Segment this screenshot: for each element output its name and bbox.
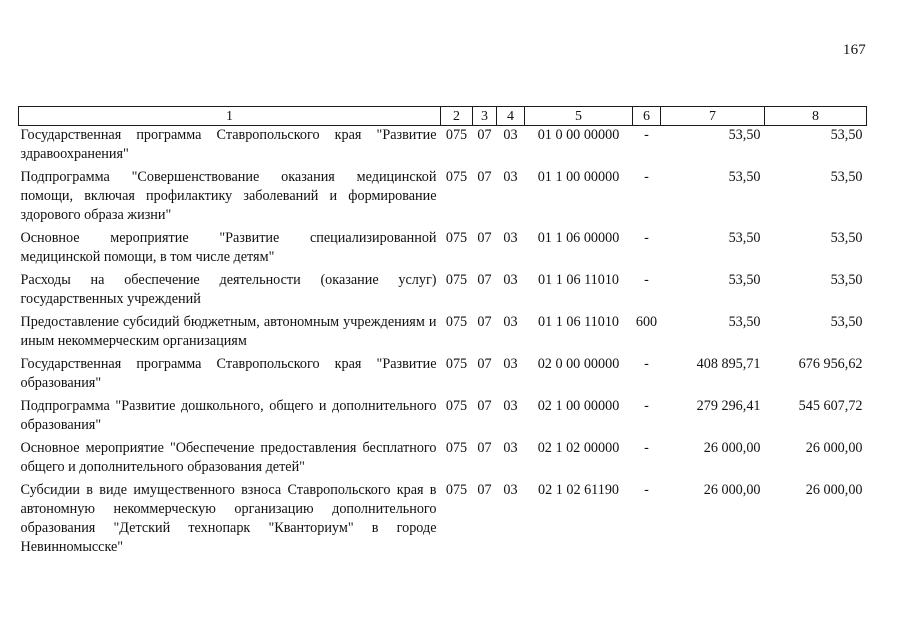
row-subsection-code: 03 (503, 127, 518, 143)
row-subsection-code: 03 (503, 482, 518, 498)
row-name: Основное мероприятие "Развитие специализированной медицинской помощи, в том числе детям" (20, 230, 437, 265)
row-target-article: 02 0 00 00000 (537, 356, 620, 372)
row-amount-year-2: 26 000,00 (805, 440, 863, 456)
row-expense-type: - (644, 356, 649, 372)
row-amount-year-1: 26 000,00 (703, 482, 761, 498)
row-expense-type: 600 (635, 314, 658, 330)
row-amount-year-2: 53,50 (830, 127, 863, 143)
row-name: Государственная программа Ставропольского края "Развитие здравоохранения" (20, 127, 437, 162)
header-col-1: 1 (19, 107, 441, 126)
row-amount-year-1: 279 296,41 (696, 398, 761, 414)
row-subsection-code: 03 (503, 230, 518, 246)
header-col-6: 6 (633, 107, 661, 126)
row-target-article: 01 1 06 11010 (537, 314, 620, 330)
row-target-article: 01 0 00 00000 (537, 127, 620, 143)
row-section-code: 07 (477, 314, 492, 330)
row-ministry-code: 075 (445, 398, 468, 414)
row-target-article: 02 1 02 61190 (537, 482, 620, 498)
row-target-article: 01 1 06 00000 (537, 230, 620, 246)
row-subsection-code: 03 (503, 398, 518, 414)
row-expense-type: - (644, 482, 649, 498)
row-amount-year-1: 26 000,00 (703, 440, 761, 456)
table-row (19, 481, 867, 561)
row-target-article: 02 1 02 00000 (537, 440, 620, 456)
budget-table-container (18, 106, 868, 561)
table-row (19, 397, 867, 439)
row-subsection-code: 03 (503, 272, 518, 288)
row-section-code: 07 (477, 356, 492, 372)
row-expense-type: - (644, 398, 649, 414)
row-amount-year-2: 53,50 (830, 230, 863, 246)
row-section-code: 07 (477, 127, 492, 143)
row-name: Предоставление субсидий бюджетным, автономным учреждениям и иным некоммерческим организациям (20, 314, 437, 349)
row-target-article: 01 1 00 00000 (537, 169, 620, 185)
row-ministry-code: 075 (445, 169, 468, 185)
row-expense-type: - (644, 440, 649, 456)
row-ministry-code: 075 (445, 314, 468, 330)
table-row (19, 126, 867, 169)
table-header-row (19, 107, 867, 126)
row-subsection-code: 03 (503, 440, 518, 456)
row-section-code: 07 (477, 169, 492, 185)
row-amount-year-2: 53,50 (830, 272, 863, 288)
row-expense-type: - (644, 230, 649, 246)
row-name: Субсидии в виде имущественного взноса Ставропольского края в автономную некоммерческую организацию дополнительного образования "Детский технопарк "Кванториум" в городе Невинномысске" (20, 482, 437, 555)
table-row (19, 313, 867, 355)
row-name: Основное мероприятие "Обеспечение предоставления бесплатного общего и дополнительного образования детей" (20, 440, 437, 475)
row-subsection-code: 03 (503, 314, 518, 330)
row-ministry-code: 075 (445, 440, 468, 456)
row-amount-year-2: 545 607,72 (798, 398, 863, 414)
row-name: Государственная программа Ставропольского края "Развитие образования" (20, 356, 437, 391)
table-row (19, 271, 867, 313)
table-body (19, 126, 867, 562)
row-section-code: 07 (477, 482, 492, 498)
row-amount-year-1: 408 895,71 (696, 356, 761, 372)
table-row (19, 229, 867, 271)
row-ministry-code: 075 (445, 127, 468, 143)
row-section-code: 07 (477, 272, 492, 288)
row-amount-year-1: 53,50 (728, 230, 761, 246)
row-amount-year-1: 53,50 (728, 272, 761, 288)
header-col-7: 7 (661, 107, 765, 126)
header-col-4: 4 (497, 107, 525, 126)
header-col-5: 5 (525, 107, 633, 126)
row-target-article: 01 1 06 11010 (537, 272, 620, 288)
table-row (19, 355, 867, 397)
row-amount-year-1: 53,50 (728, 169, 761, 185)
page-number: 167 (842, 42, 866, 58)
row-target-article: 02 1 00 00000 (537, 398, 620, 414)
row-ministry-code: 075 (445, 482, 468, 498)
row-ministry-code: 075 (445, 230, 468, 246)
row-name: Подпрограмма "Развитие дошкольного, общего и дополнительного образования" (20, 398, 437, 433)
header-col-3: 3 (473, 107, 497, 126)
row-section-code: 07 (477, 230, 492, 246)
row-expense-type: - (644, 169, 649, 185)
row-expense-type: - (644, 272, 649, 288)
row-subsection-code: 03 (503, 356, 518, 372)
row-ministry-code: 075 (445, 272, 468, 288)
row-amount-year-2: 53,50 (830, 169, 863, 185)
row-amount-year-2: 676 956,62 (798, 356, 863, 372)
header-col-2: 2 (441, 107, 473, 126)
row-subsection-code: 03 (503, 169, 518, 185)
row-name: Подпрограмма "Совершенствование оказания медицинской помощи, включая профилактику заболеваний и формирование здорового образа жизни" (20, 169, 437, 223)
row-name: Расходы на обеспечение деятельности (оказание услуг) государственных учреждений (20, 272, 437, 307)
row-ministry-code: 075 (445, 356, 468, 372)
row-amount-year-1: 53,50 (728, 127, 761, 143)
row-expense-type: - (644, 127, 649, 143)
budget-table (18, 106, 867, 561)
table-row (19, 168, 867, 229)
row-amount-year-2: 53,50 (830, 314, 863, 330)
row-amount-year-1: 53,50 (728, 314, 761, 330)
header-col-8: 8 (765, 107, 867, 126)
row-amount-year-2: 26 000,00 (805, 482, 863, 498)
table-row (19, 439, 867, 481)
row-section-code: 07 (477, 398, 492, 414)
row-section-code: 07 (477, 440, 492, 456)
